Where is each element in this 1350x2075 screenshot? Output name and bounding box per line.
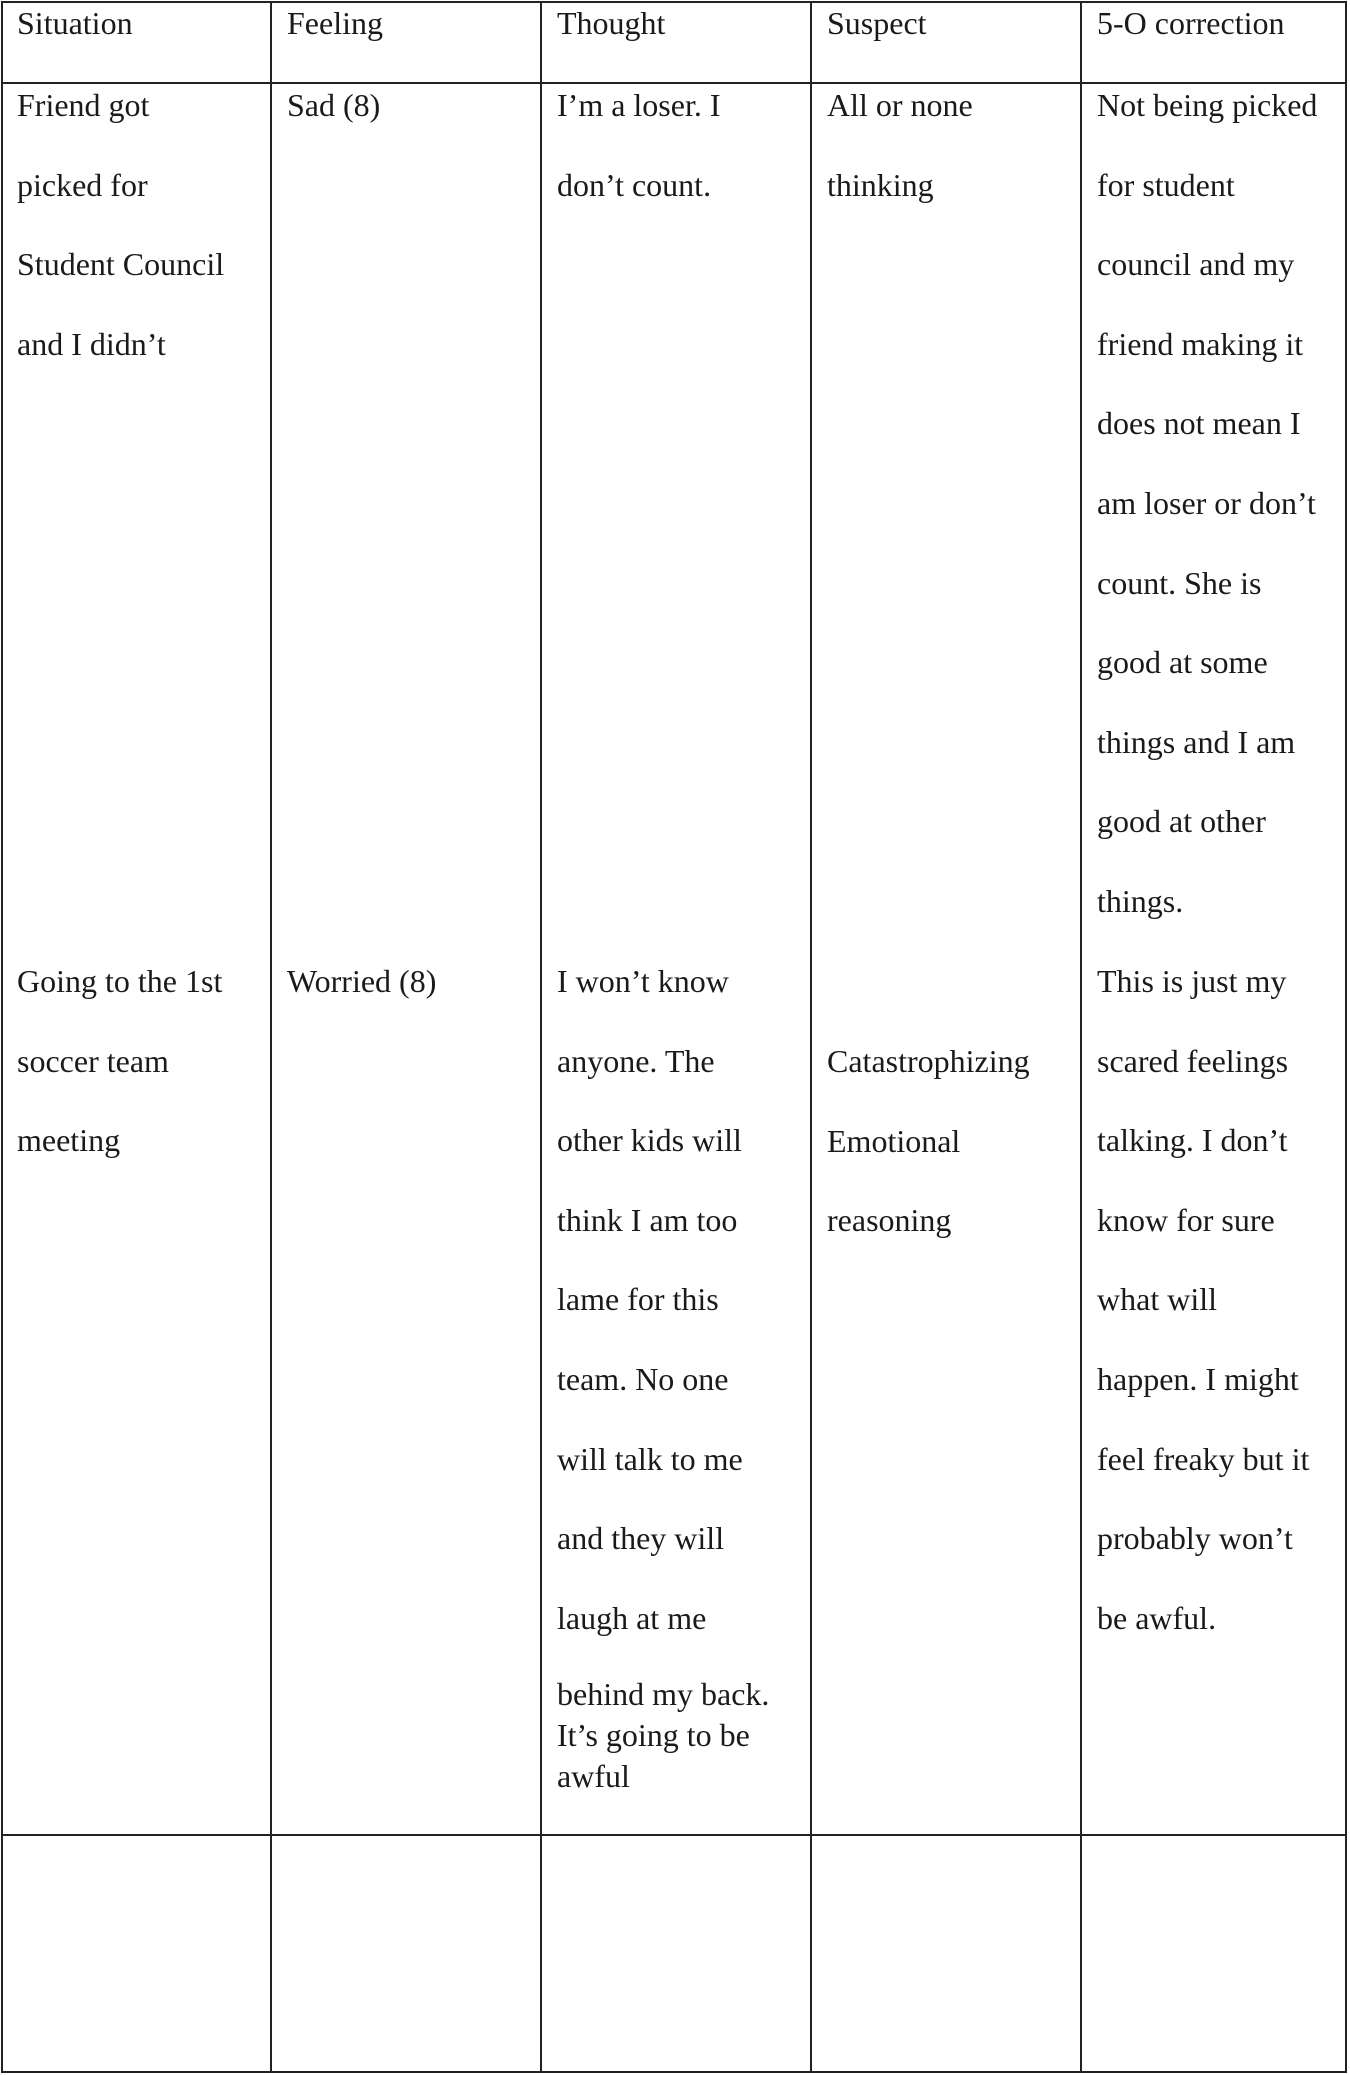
cell-line: feel freaky but it [1097,1440,1310,1477]
cell-line: good at other [1097,803,1266,840]
cell-line: and they will [557,1520,725,1557]
cell-line: and I didn’t [17,325,166,362]
cell-line: don’t count. [557,166,712,203]
cell-line: anyone. The [557,1042,715,1079]
row1-correction [1083,82,1349,958]
row1-feeling [273,82,541,162]
cell-line: I’m a loser. I [557,87,721,123]
cell-line: thinking [827,166,934,203]
cell-line: It’s going to be [557,1717,750,1754]
cell-line: Catastrophizing [827,1043,1030,1079]
row1-thought [543,82,811,241]
cell-line: good at some [1097,644,1268,681]
cell-line: friend making it [1097,325,1304,362]
cell-line: count. She is [1097,564,1262,601]
cell-line: All or none [827,87,973,123]
cell-line: Friend got [17,87,150,123]
cell-line: talking. I don’t [1097,1122,1288,1159]
header-correction: 5-O correction [1097,5,1285,41]
cell-line: Student Council [17,246,225,283]
cell-line: things. [1097,882,1184,919]
row2-feeling [273,958,541,1038]
cell-line: Going to the 1st [17,963,223,999]
cell-line: lame for this [557,1281,719,1318]
cell-line: know for sure [1097,1201,1275,1238]
cell-line: reasoning [827,1202,952,1239]
column-divider [1080,3,1082,2071]
cell-line: other kids will [557,1122,742,1159]
row1-suspect [813,82,1081,241]
cell-line: what will [1097,1281,1217,1318]
row2-correction [1083,958,1349,1674]
cell-line: things and I am [1097,723,1296,760]
row2-thought [543,958,811,1797]
cell-line: This is just my [1097,963,1287,999]
cell-line: probably won’t [1097,1520,1293,1557]
cell-line: Worried (8) [287,963,437,999]
row1-situation [3,82,271,400]
header-suspect: Suspect [827,5,927,41]
row2-situation [3,958,271,1197]
row-divider [3,1834,1345,1836]
cell-line: for student [1097,166,1235,203]
cell-line: happen. I might [1097,1360,1299,1397]
cell-line: scared feelings [1097,1042,1289,1079]
cell-line: will talk to me [557,1440,743,1477]
cell-line: I won’t know [557,963,729,999]
row2-suspect [813,1038,1081,1277]
cell-line: does not mean I [1097,405,1301,442]
cell-line: council and my [1097,246,1295,283]
cell-line: Emotional [827,1122,961,1159]
cell-line: am loser or don’t [1097,484,1316,521]
header-feeling: Feeling [287,5,383,41]
cell-line: awful [557,1758,630,1795]
cell-line: think I am too [557,1201,738,1238]
cell-line: Not being picked [1097,87,1318,123]
cell-line: Sad (8) [287,87,381,123]
cell-line: team. No one [557,1360,729,1397]
cell-line: picked for [17,166,148,203]
cell-line: behind my back. [557,1676,770,1713]
cell-line: soccer team [17,1042,169,1079]
header-thought: Thought [557,5,666,41]
cell-line: be awful. [1097,1599,1217,1636]
cell-line: meeting [17,1122,121,1159]
header-situation: Situation [17,5,133,41]
cell-line: laugh at me [557,1599,707,1636]
